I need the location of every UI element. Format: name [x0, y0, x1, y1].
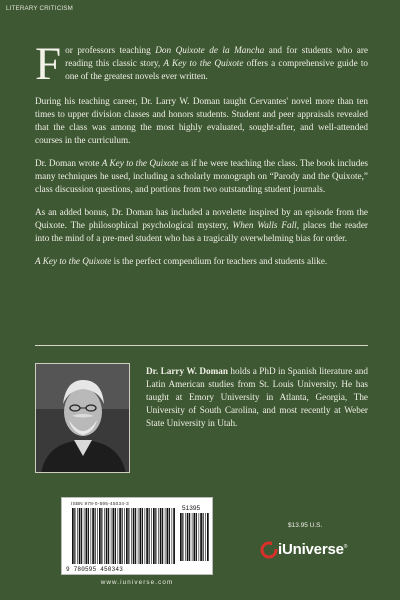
isbn-label: ISBN 978-0-595-45034-3: [71, 501, 129, 506]
intro-paragraph: [35, 38, 369, 90]
contents-book-title: A Key to the Quixote: [101, 158, 179, 168]
intro-book-title-2: A Key to the Quixote: [163, 58, 244, 68]
contents-text-2: as if he were teaching the class. The book includes many techniques he used, including a scholarly monograph on “Parody and the Quixote,” class discussion questions, and portions from two outstanding student journals.: [35, 158, 369, 194]
author-portrait-image: [36, 364, 130, 473]
price-addon-bars: [180, 513, 209, 561]
book-contents-paragraph: [35, 157, 368, 196]
author-photo: [35, 363, 130, 473]
price-label: $13.95 U.S.: [288, 522, 323, 529]
bonus-text-2: , places the reader into the mind of a pre-med student who has a tragically overwhelming bias for order.: [35, 220, 368, 243]
intro-text-2: and for students who are reading this classic story,: [65, 45, 368, 68]
intro-book-title-1: Don Quixote de la Mancha: [155, 45, 265, 55]
author-name: Dr. Larry W. Doman: [146, 366, 228, 376]
dropcap-letter: F: [35, 38, 62, 90]
section-divider: [35, 345, 368, 346]
closing-text: is the perfect compendium for teachers and students alike.: [111, 256, 328, 266]
website-url[interactable]: www.iuniverse.com: [100, 579, 174, 586]
author-bio: [146, 365, 368, 430]
barcode-image: [62, 498, 214, 576]
author-bio-text: holds a PhD in Spanish literature and Latin American studies from St. Louis University. He has taught at Emory University in Atlanta, Georgia, The University of South Carolina, and most recently at Weber State University in Utah.: [146, 366, 368, 428]
bonus-paragraph: [35, 206, 368, 245]
bonus-novelette-title: When Walls Fall: [232, 220, 297, 230]
intro-text-3: offers a comprehensive guide to one of the greatest novels ever written.: [65, 58, 369, 81]
closing-paragraph: [35, 255, 368, 268]
publisher-logo: [260, 539, 370, 563]
teaching-career-paragraph: During his teaching career, Dr. Larry W. Doman taught Cervantes' novel more than ten times to upper division classes and honors students. Student and peer appraisals revealed that the class was among the most highly evaluated, sought-after, and well-attended courses in the curriculum.: [35, 96, 368, 145]
contents-text-1: Dr. Doman wrote: [35, 158, 102, 168]
category-label: LITERARY CRITICISM: [6, 5, 73, 12]
bonus-text-1: As an added bonus, Dr. Doman has included a novelette inspired by an episode from the Quixote. The philosophical psychological mystery,: [35, 207, 368, 230]
barcode-digits: 9 780595 450343: [66, 566, 124, 573]
main-barcode-bars: [72, 508, 175, 564]
publisher-name: iUniverse®: [278, 541, 348, 558]
description-block: [35, 38, 369, 278]
closing-book-title: A Key to the Quixote: [35, 256, 112, 266]
intro-text-1: or professors teaching: [65, 45, 156, 55]
barcode-box: [61, 497, 213, 575]
price-code-text: 51395: [182, 505, 201, 512]
iuniverse-logo-icon: [260, 541, 278, 559]
